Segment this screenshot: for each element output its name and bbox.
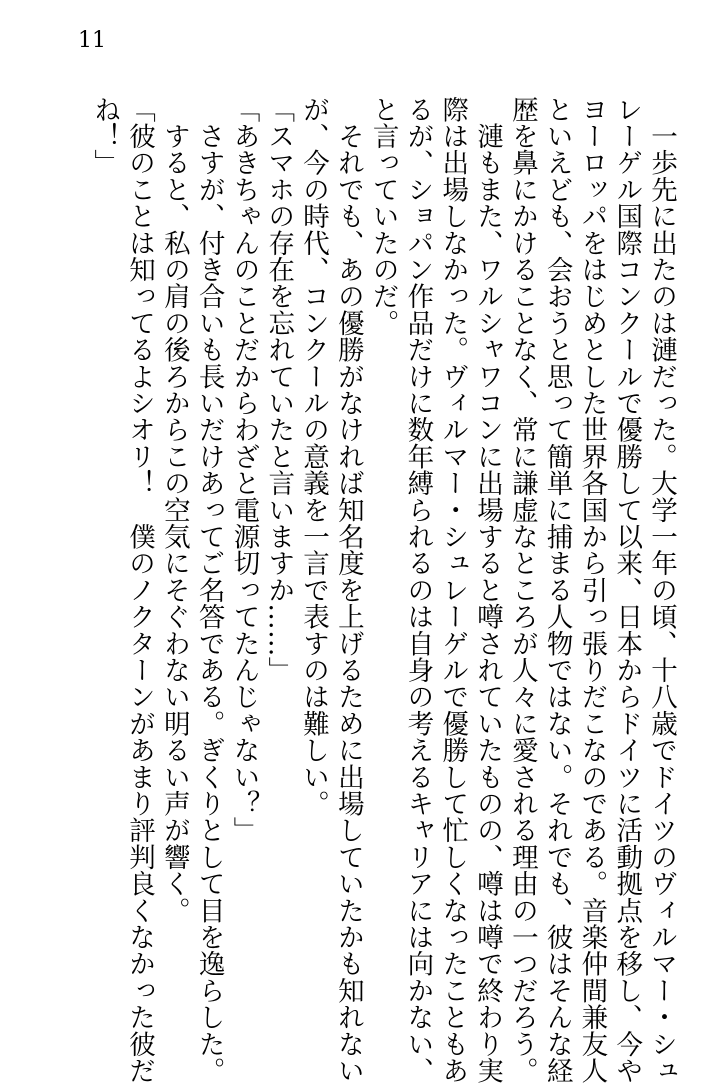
page-number: 11: [78, 28, 106, 53]
text-line: ヨーロッパをはじめとした世界各国から引っ張りだこなのである。音楽仲間兼友人: [576, 96, 608, 1084]
text-line: といえども、会おうと思って簡単に捕まる人物ではない。それでも、彼はそんな経: [541, 96, 573, 1084]
text-line: レーゲル国際コンクールで優勝して以来、日本からドイツに活動拠点を移し、今や: [611, 96, 643, 1084]
text-line: 際は出場しなかった。ヴィルマー・シュレーゲルで優勝して忙しくなったこともあ: [437, 96, 469, 1084]
text-line: すると、私の肩の後ろからこの空気にそぐわない明るい声が響く。: [158, 96, 190, 924]
text-line: 漣もまた、ワルシャワコンに出場すると噂されていたものの、噂は噂で終わり実: [472, 96, 504, 1084]
body-text: [86, 96, 678, 1084]
text-line: と言っていたのだ。: [367, 96, 399, 337]
text-line: るが、ショパン作品だけに数年縛られるのは自身の考えるキャリアには向かない、: [402, 96, 434, 1084]
text-line: 「彼のことは知ってるよシオリ！ 僕のノクターンがあまり評判良くなかった彼だ: [124, 96, 156, 1084]
text-line: 「あきちゃんのことだからわざと電源切ってたんじゃない？」: [228, 96, 260, 844]
text-line: が、今の時代、コンクールの意義を一言で表すのは難しい。: [298, 96, 330, 817]
text-line: ね！」: [89, 96, 121, 177]
text-line: 一歩先に出たのは漣だった。大学一年の頃、十八歳でドイツのヴィルマー・シュ: [646, 96, 677, 1084]
text-line: さすが、付き合いも長いだけあってご名答である。ぎくりとして目を逸らした。: [193, 96, 225, 1084]
text-line: 歴を鼻にかけることなく、常に謙虚なところが人々に愛される理由の一つだろう。: [506, 96, 538, 1084]
text-line: それでも、あの優勝がなければ知名度を上げるために出場していたかも知れない: [332, 96, 364, 1084]
text-line: 「スマホの存在を忘れていたと言いますか……」: [263, 96, 295, 684]
